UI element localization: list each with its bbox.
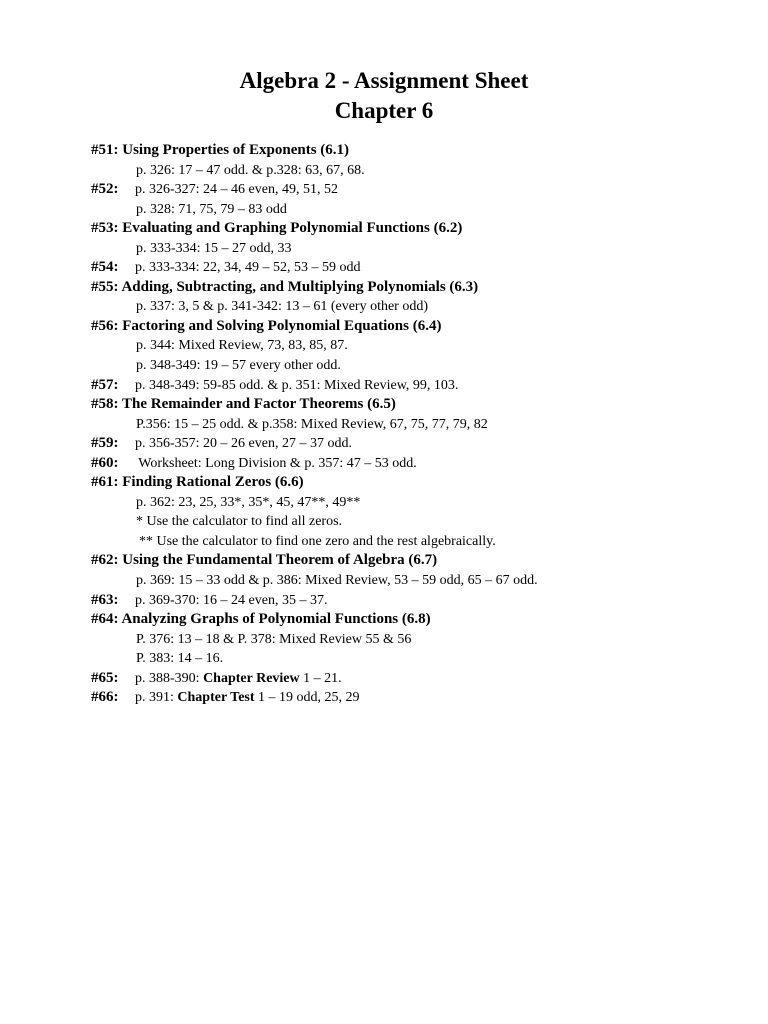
assignment-problems: p. 356-357: 20 – 26 even, 27 – 37 odd.: [135, 436, 352, 452]
section-title: Using the Fundamental Theorem of Algebra (6.7): [122, 552, 438, 569]
assignment-detail: P.356: 15 – 25 odd. & p.358: Mixed Review, 67, 75, 77, 79, 82: [136, 416, 488, 432]
assignment-problems: p. 388-390: Chapter Review 1 – 21.: [135, 670, 342, 686]
assignment-item: [91, 454, 751, 474]
assignment-detail: P. 383: 14 – 16.: [136, 651, 224, 667]
assignment-heading: [91, 317, 751, 337]
assignment-number: #60:: [91, 454, 119, 471]
assignment-heading: [91, 551, 751, 571]
assignment-problems: p. 333-334: 22, 34, 49 – 52, 53 – 59 odd: [135, 260, 361, 276]
assignment-number: #53:: [91, 220, 119, 237]
assignment-note: * Use the calculator to find all zeros.: [136, 514, 343, 530]
assignment-heading: [91, 610, 751, 630]
section-title: Analyzing Graphs of Polynomial Functions (6.8): [121, 611, 431, 628]
assignment-detail: p. 337: 3, 5 & p. 341-342: 13 – 61 (every other odd): [136, 299, 429, 315]
assignment-detail: p. 348-349: 19 – 57 every other odd.: [136, 358, 341, 374]
assignment-item: [91, 376, 751, 396]
assignment-number: #62:: [91, 552, 119, 569]
assignment-detail: p. 344: Mixed Review, 73, 83, 85, 87.: [136, 338, 348, 354]
section-title: Using Properties of Exponents (6.1): [122, 142, 350, 158]
assignment-item: [91, 258, 751, 278]
chapter-review-label: Chapter Review: [203, 670, 300, 686]
assignment-detail: p. 328: 71, 75, 79 – 83 odd: [136, 201, 287, 217]
assignment-number: #65:: [91, 669, 119, 686]
assignment-item: [91, 669, 751, 689]
assignment-detail: p. 333-334: 15 – 27 odd, 33: [136, 240, 292, 256]
assignment-problems: Worksheet: Long Division & p. 357: 47 – 53 odd.: [135, 455, 417, 471]
assignment-number: #51:: [91, 142, 119, 158]
assignment-heading: [91, 141, 751, 161]
assignment-problems: p. 326-327: 24 – 46 even, 49, 51, 52: [135, 182, 338, 198]
assignment-detail: p. 362: 23, 25, 33*, 35*, 45, 47**, 49**: [136, 494, 361, 510]
document-title: Algebra 2 - Assignment Sheet: [239, 68, 529, 93]
section-title: Finding Rational Zeros (6.6): [122, 474, 304, 491]
assignment-number: #58:: [91, 396, 119, 413]
assignment-number: #66:: [91, 689, 119, 706]
chapter-test-label: Chapter Test: [177, 690, 255, 706]
assignment-number: #61:: [91, 474, 119, 491]
assignment-heading: [91, 278, 751, 298]
chapter-heading: Chapter 6: [334, 98, 434, 123]
assignment-problems: p. 391: Chapter Test 1 – 19 odd, 25, 29: [135, 690, 360, 706]
assignment-note: ** Use the calculator to find one zero and the rest algebraically.: [139, 533, 496, 549]
assignment-number: #64:: [91, 611, 119, 628]
assignment-number: #59:: [91, 435, 119, 452]
assignment-heading: [91, 473, 751, 493]
assignment-number: #54:: [91, 259, 119, 276]
assignment-detail: p. 369: 15 – 33 odd & p. 386: Mixed Review, 53 – 59 odd, 65 – 67 odd.: [136, 573, 538, 589]
assignment-detail: P. 376: 13 – 18 & P. 378: Mixed Review 55 & 56: [136, 631, 412, 647]
assignment-number: #56:: [91, 317, 119, 334]
section-title: Evaluating and Graphing Polynomial Functions (6.2): [122, 220, 463, 237]
assignment-item: [91, 180, 751, 200]
assignment-heading: [91, 395, 751, 415]
assignment-problems: p. 369-370: 16 – 24 even, 35 – 37.: [135, 592, 328, 608]
assignment-problems: p. 348-349: 59-85 odd. & p. 351: Mixed Review, 99, 103.: [135, 377, 459, 393]
assignment-item: [91, 591, 751, 611]
assignment-item: [91, 688, 751, 708]
section-title: Factoring and Solving Polynomial Equations (6.4): [122, 317, 442, 334]
assignment-number: #57:: [91, 376, 119, 393]
assignment-list: [91, 141, 751, 708]
assignment-number: #55:: [91, 278, 119, 295]
assignment-number: #52:: [91, 181, 119, 198]
section-title: Adding, Subtracting, and Multiplying Polynomials (6.3): [121, 278, 479, 295]
assignment-heading: [91, 219, 751, 239]
section-title: The Remainder and Factor Theorems (6.5): [121, 396, 396, 413]
assignment-detail: p. 326: 17 – 47 odd. & p.328: 63, 67, 68.: [136, 162, 365, 178]
assignment-number: #63:: [91, 591, 119, 608]
assignment-item: [91, 434, 751, 454]
